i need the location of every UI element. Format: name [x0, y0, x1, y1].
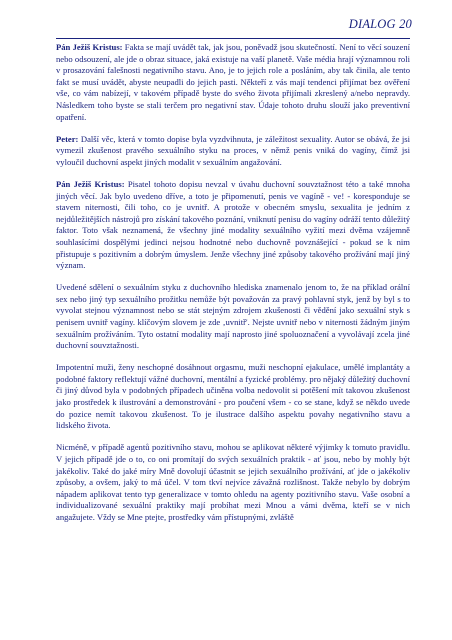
paragraph-3 — [56, 179, 410, 272]
speaker-label: Peter: — [56, 133, 79, 144]
speaker-label: Pán Ježiš Kristus: — [56, 42, 123, 52]
header-rule — [56, 38, 410, 39]
paragraph-text: Impotentní muži, ženy neschopné dosáhnout orgasmu, muži neschopní ejakulace, umělé implantáty a podobné faktory reflektují vážné duchovní, mentální a fyzické problémy. pro nějaký důležitý duchovní či jiný důvod byla v podobných případech učiněna volba nedovolit si potěšení mít takovou zkušenost jako prostředek k ilustrování a demonstrování - pro poučení všem - co se stane, když se někdo uvede do pozice nemít takovou zkušenost. To je ilustrace dalšího aspektu povahy negativního stavu a lidského života. — [56, 362, 410, 431]
paragraph-1 — [56, 42, 410, 123]
paragraph-text: Uvedené sdělení o sexuálním styku z duchovního hlediska znamenalo jenom to, že na příklad orální sex nebo jiný typ sexuálního prožitku nemůže být považován za pravý pohlavní styk, jenž by byl s to vyvolat stejnou významnost nebo se stát stejným zdrojem zkušenosti či vědění jako sexuální styk s penisem uvnitř vagíny. klíčovým slovem je zde ‚uvnitř'. Nejste uvnitř nebo v niternosti žádným jiným sexuálním prožíváním. Tyto ostatní modality mají naprosto jiné spoluoznačení a vyvolávají zcela jiné duchovní souvztažnosti. — [56, 282, 410, 351]
paragraph-text: Fakta se mají uvádět tak, jak jsou, poněvadž jsou skutečností. Není to věcí souzení nebo odsouzení, ale jde o obraz situace, jaká existuje na vaší planetě. Vaše média hrají významnou roli v prosazování falešnosti negativního stavu. Ano, je to jejich role a posláním, aby tak činila, ale tento fakt se musí uvádět, abyste neupadli do jejich pasti. Někteří z vás mají tendenci přijímat bez ověření vše, co vám nabízejí, v takovém případě byste do svého života přijímali zkreslený a/nebo nepravdy. Následkem toho byste se stali terčem pro negativní stav. Údaje tohoto druhu slouží jako preventivní opatření. — [56, 42, 410, 122]
paragraph-text: Další věc, která v tomto dopise byla vyzdvihnuta, je záležitost sexuality. Autor se obává, že jsi vymezil zkušenost pravého sexuálního styku na proces, v němž penis vniká do vagíny, čímž jsi vyloučil duchovní aspekt jiných modalit v sexuálním angažování. — [56, 133, 410, 167]
paragraph-5 — [56, 362, 410, 432]
paragraph-text: Nicméně, v případě agentů pozitivního stavu, mohou se aplikovat některé výjimky k tomuto pravidlu. V jejich případě jde o to, co oni promítají do svých sexuálních praktik - ať jsou, nebo by mohly být jakékoliv. Také do jaké míry Mně dovolují účastnit se jejich sexuálního prožívání, ať jde o jakékoliv způsoby, a ovšem, jaký to má účel. V tom tkví nejvíce závažná rozlišnost. Takže nebylo by dobrým nápadem aplikovat tento typ generalizace v tomto ohledu na agenty pozitivního stavu. Vaše osobní a individualizované sexuální praktiky mají probíhat mezi Mnou a vámi dvěma, kteří se v nich angažujete. Vždy se Mne ptejte, prostředky vám přístupnými, zvláště — [56, 442, 410, 522]
paragraph-2 — [56, 134, 410, 169]
running-header: DIALOG 20 — [348, 17, 412, 31]
paragraph-6 — [56, 442, 410, 523]
paragraph-4 — [56, 282, 410, 352]
paragraph-text: Pisatel tohoto dopisu nevzal v úvahu duchovní souvztažnost této a také mnoha jiných věcí. Jak bylo uvedeno dříve, a toto je připomenutí, penis ve vagíně - ve! - koresponduje se stavem niternosti, čili toho, co je uvnitř. A protože v obecném smyslu, sexualita je jedním z nejdůležitějších nástrojů pro získání takového poznání, vniknutí penisu do vagíny odráží tento důležitý faktor. Toto však neznamená, že všechny jiné modality sexuálního vyžití mezi dvěma vzájemně souhlasícími dospělými jedinci nejsou hodnotné nebo duchovně povznášející - pokud se k nim přistupuje s pozitivním a dobrým úmyslem. Jenže všechny jiné způsoby takového prožívání mají jiný význam. — [56, 178, 410, 271]
speaker-label: Pán Ježiš Kristus: — [56, 178, 125, 189]
document-body — [56, 42, 410, 534]
